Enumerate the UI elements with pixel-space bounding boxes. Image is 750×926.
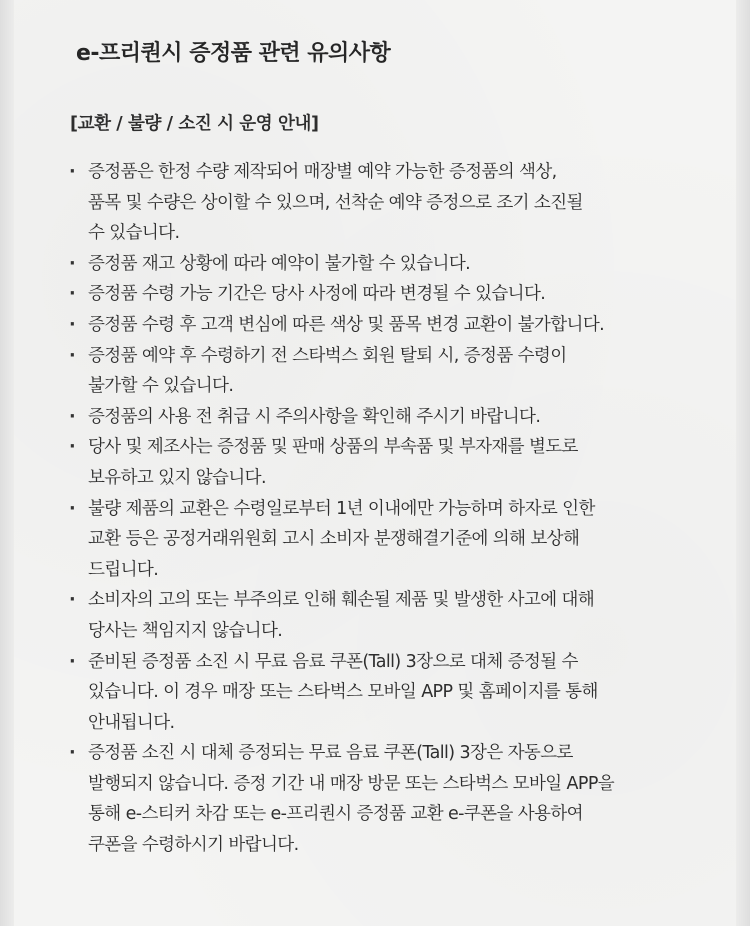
- notice-line: · 당사 및 제조사는 증정품 및 판매 상품의 부속품 및 부자재를 별도로: [88, 437, 578, 458]
- notice-item: [66, 494, 706, 586]
- notice-item: [66, 310, 706, 341]
- notice-line: 통해 e-스티커 차감 또는 e-프리퀀시 증정품 교환 e-쿠폰을 사용하여: [88, 804, 583, 825]
- notice-line: · 증정품 소진 시 대체 증정되는 무료 음료 쿠폰(Tall) 3장은 자동으로: [88, 743, 573, 764]
- notice-item: [66, 647, 706, 739]
- notice-line: 품목 및 수량은 상이할 수 있으며, 선착순 예약 증정으로 조기 소진될: [88, 192, 583, 213]
- notice-item: [66, 341, 706, 402]
- notice-line: 있습니다. 이 경우 매장 또는 스타벅스 모바일 APP 및 홈페이지를 통해: [88, 682, 598, 703]
- notice-line: · 소비자의 고의 또는 부주의로 인해 훼손될 제품 및 발생한 사고에 대해: [88, 590, 595, 611]
- notice-line: · 준비된 증정품 소진 시 무료 음료 쿠폰(Tall) 3장으로 대체 증정될 수: [88, 651, 578, 672]
- notice-item: [66, 279, 706, 310]
- page-edge-left: [0, 0, 14, 926]
- notice-item: [66, 585, 706, 646]
- notice-line: 보유하고 있지 않습니다.: [88, 467, 266, 488]
- notice-item: [66, 432, 706, 493]
- notice-line: 당사는 책임지지 않습니다.: [88, 620, 283, 641]
- page-title: e-프리퀀시 증정품 관련 유의사항: [76, 41, 391, 66]
- notice-line: · 증정품의 사용 전 취급 시 주의사항을 확인해 주시기 바랍니다.: [88, 406, 541, 427]
- notice-line: · 증정품 재고 상황에 따라 예약이 불가할 수 있습니다.: [88, 253, 471, 274]
- notice-line: · 증정품 수령 후 고객 변심에 따른 색상 및 품목 변경 교환이 불가합니다.: [88, 314, 605, 335]
- notice-item: [66, 738, 706, 860]
- notice-line: · 불량 제품의 교환은 수령일로부터 1년 이내에만 가능하며 하자로 인한: [88, 498, 595, 519]
- notice-line: 드립니다.: [88, 559, 159, 580]
- notice-line: 불가할 수 있습니다.: [88, 376, 234, 397]
- notice-line: 발행되지 않습니다. 증정 기간 내 매장 방문 또는 스타벅스 모바일 APP을: [88, 773, 615, 794]
- section-heading: [교환 / 불량 / 소진 시 운영 안내]: [70, 114, 319, 134]
- notice-line: 안내됩니다.: [88, 712, 175, 733]
- page-edge-right: [736, 0, 750, 926]
- notice-line: 쿠폰을 수령하시기 바랍니다.: [88, 835, 299, 856]
- notice-line: 교환 등은 공정거래위원회 고시 소비자 분쟁해결기준에 의해 보상해: [88, 529, 580, 550]
- notice-item: [66, 157, 706, 249]
- notice-list: [66, 157, 706, 861]
- notice-line: · 증정품 수령 가능 기간은 당사 사정에 따라 변경될 수 있습니다.: [88, 284, 546, 305]
- notice-item: [66, 249, 706, 280]
- notice-line: 수 있습니다.: [88, 223, 180, 244]
- notice-item: [66, 402, 706, 433]
- notice-line: · 증정품은 한정 수량 제작되어 매장별 예약 가능한 증정품의 색상,: [88, 162, 557, 182]
- notice-line: · 증정품 예약 후 수령하기 전 스타벅스 회원 탈퇴 시, 증정품 수령이: [88, 345, 567, 366]
